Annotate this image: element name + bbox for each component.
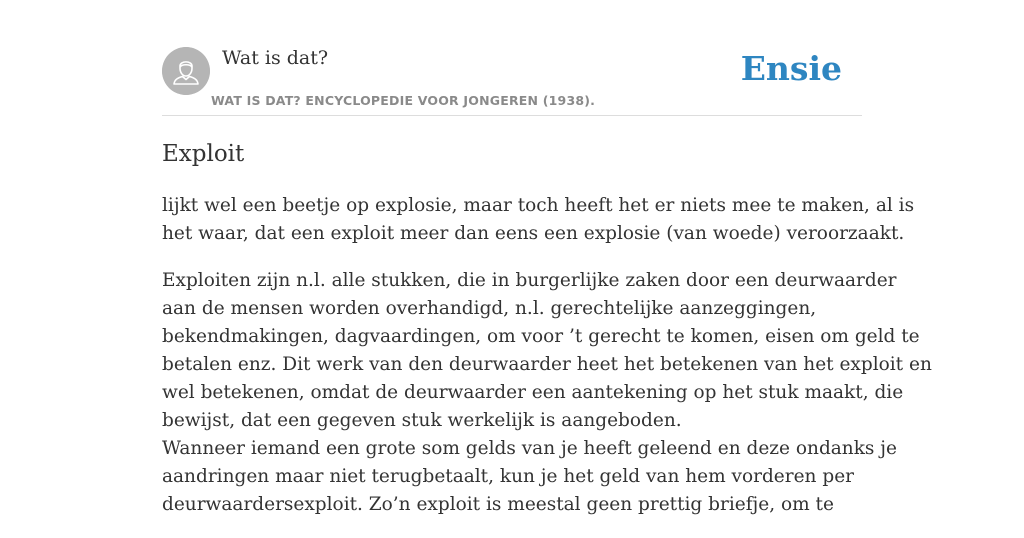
- paragraph: [162, 267, 932, 519]
- source-title[interactable]: Wat is dat?: [222, 47, 329, 69]
- source-avatar[interactable]: [162, 47, 210, 95]
- text-line: bekendmakingen, dagvaardingen, om voor ’t gerecht te komen, eisen om geld te: [162, 326, 920, 347]
- article-body: [162, 192, 932, 538]
- paragraph: [162, 192, 915, 248]
- text-line: lijkt wel een beetje op explosie, maar toch heeft het er niets mee te maken, al is: [162, 195, 915, 216]
- text-line: het waar, dat een exploit meer dan eens een explosie (van woede) veroorzaakt.: [162, 223, 905, 244]
- text-line: bewijst, dat een gegeven stuk werkelijk is aangeboden.: [162, 410, 682, 431]
- page-container: [162, 0, 932, 515]
- text-line: Wanneer iemand een grote som gelds van je heeft geleend en deze ondanks je: [162, 438, 897, 459]
- text-line: wel betekenen, omdat de deurwaarder een aantekening op het stuk maakt, die: [162, 382, 904, 403]
- text-line: Exploiten zijn n.l. alle stukken, die in burgerlijke zaken door een deurwaarder: [162, 270, 897, 291]
- source-header: [162, 0, 862, 116]
- article-title: Exploit: [162, 141, 245, 167]
- text-line: betalen enz. Dit werk van den deurwaarder heet het betekenen van het exploit en: [162, 354, 932, 375]
- text-line: aan de mensen worden overhandigd, n.l. gerechtelijke aanzeggingen,: [162, 298, 817, 319]
- user-silhouette-icon: [162, 47, 210, 95]
- ensie-logo[interactable]: Ensie: [740, 49, 842, 88]
- text-line: aandringen maar niet terugbetaalt, kun je het geld van hem vorderen per: [162, 466, 854, 487]
- text-line: deurwaardersexploit. Zo’n exploit is meestal geen prettig briefje, om te: [162, 494, 834, 515]
- source-subtitle: WAT IS DAT? ENCYCLOPEDIE VOOR JONGEREN (1938).: [211, 93, 596, 108]
